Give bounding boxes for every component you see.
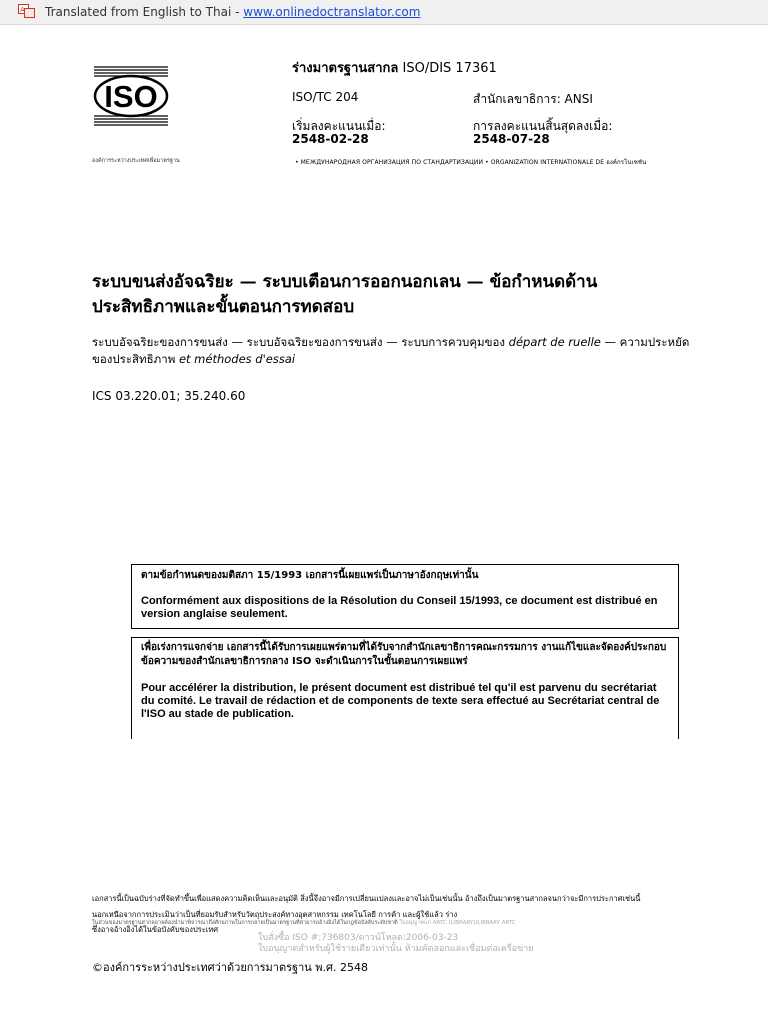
translator-link[interactable]: www.onlinedoctranslator.com bbox=[243, 5, 421, 19]
draft-label: ร่างมาตรฐานสากล bbox=[292, 61, 399, 76]
draft-standard-title bbox=[292, 57, 497, 78]
ics-codes: ICS 03.220.01; 35.240.60 bbox=[92, 389, 246, 403]
iso-logo bbox=[92, 64, 170, 132]
title-line-2: ประสิทธิภาพและขั้นตอนการทดสอบ bbox=[92, 297, 355, 317]
org-multilang: • МЕЖДУНАРОДНАЯ ОРГАНИЗАЦИЯ ПО СТАНДАРТИЗАЦИИ • ORGANIZATION INTERNATIONALE DE bbox=[295, 159, 605, 166]
footer-national-regulation: ซึ่งอาจอ้างอิงได้ในข้อบังคับของประเทศ bbox=[92, 925, 219, 934]
translation-text bbox=[45, 5, 420, 19]
title-line-1: ระบบขนส่งอัจฉริยะ — ระบบเตือนการออกนอกเลน — ข้อกำหนดด้าน bbox=[92, 272, 598, 292]
subtitle-part-3: — ความประหยัดของประสิทธิภาพ bbox=[92, 335, 690, 366]
org-multilang-line bbox=[295, 157, 646, 167]
translation-bar bbox=[0, 0, 768, 25]
footer-regulation-text: ในส่วนของมาตรฐานสากลอาจต้องนำมาพิจารณาถึงศักยภาพในการกลายเป็นมาตรฐานที่สามารถอ้างอิงได้ในกฎข้อบังคับระดับชาติ bbox=[92, 920, 398, 926]
translate-icon bbox=[18, 4, 36, 21]
subtitle-italic-2: et méthodes d'essai bbox=[178, 352, 296, 366]
document-subtitle bbox=[92, 334, 692, 368]
subtitle-italic-1: départ de ruelle bbox=[508, 335, 601, 349]
voting-begins-label: เริ่มลงคะแนนเมื่อ: bbox=[292, 119, 386, 133]
org-multilang-end: องค์กรโนเซชัน bbox=[606, 159, 647, 166]
svg-text:A: A bbox=[20, 6, 25, 14]
copyright-notice: ©องค์การระหว่างประเทศว่าด้วยการมาตรฐาน พ.ศ. 2548 bbox=[92, 961, 368, 974]
document-title bbox=[92, 270, 682, 320]
notice-language-thai: ตามข้อกำหนดของมติสภา 15/1993 เอกสารนี้เผยแพร่เป็นภาษาอังกฤษเท่านั้น bbox=[141, 570, 479, 581]
notice-distribution-french: Pour accélérer la distribution, le présent document est distribué tel qu'il est parvenu du secrétariat du comité. Le travail de rédaction et de components de texte sera effectué au Secrétariat central de l'ISO au stade de publication. bbox=[141, 682, 660, 720]
footer-license-watermark: ใบอนุญาตแก่ ARTC (LIBRARY)/LIBRARY ARTC bbox=[399, 920, 516, 926]
committee: ISO/TC 204 bbox=[292, 90, 359, 104]
notice-language-french: Conformément aux dispositions de la Résolution du Conseil 15/1993, ce document est distribué en version anglaise seulement. bbox=[141, 595, 658, 620]
subtitle-part-1: ระบบอัจฉริยะของการขนส่ง — ระบบอัจฉริยะของการขนส่ง — ระบบการควบคุมของ bbox=[92, 335, 509, 349]
org-name-thai-small: องค์การระหว่างประเทศเพื่อมาตรฐาน bbox=[92, 158, 180, 164]
voting-ends-date: 2548-07-28 bbox=[473, 132, 550, 146]
watermark-license: ใบอนุญาตสำหรับผู้ใช้รายเดียวเท่านั้น ห้ามคัดลอกและเชื่อมต่อเครือข่าย bbox=[258, 944, 534, 954]
notice-distribution bbox=[131, 637, 679, 739]
draft-number: ISO/DIS 17361 bbox=[402, 61, 497, 76]
notice-language bbox=[131, 564, 679, 629]
iso-logo-text: ISO bbox=[104, 79, 158, 114]
secretariat: สำนักเลขาธิการ: ANSI bbox=[473, 92, 593, 106]
notice-distribution-thai: เพื่อเร่งการแจกจ่าย เอกสารนี้ได้รับการเผยแพร่ตามที่ได้รับจากสำนักเลขาธิการคณะกรรมการ งานแก้ไขและจัดองค์ประกอบข้อความของสำนักเลขาธิการกลาง ISO จะดำเนินการในขั้นตอนการเผยแพร่ bbox=[141, 642, 667, 667]
voting-begins-date: 2548-02-28 bbox=[292, 132, 369, 146]
voting-ends-label: การลงคะแนนสิ้นสุดลงเมื่อ: bbox=[473, 119, 613, 133]
footer-evaluation-notice: นอกเหนือจากการประเมินว่าเป็นที่ยอมรับสำหรับวัตถุประสงค์ทางอุตสาหกรรม เทคโนโลยี การค้า และผู้ใช้แล้ว ร่าง bbox=[92, 910, 458, 919]
watermark-order: ใบสั่งซื้อ ISO #:736803/ดาวน์โหลด:2006-03-23 bbox=[258, 933, 459, 943]
footer-draft-notice: เอกสารนี้เป็นฉบับร่างที่จัดทำขึ้นเพื่อแสดงความคิดเห็นและอนุมัติ สิ่งนี้จึงอาจมีการเปลี่ยนแปลงและอาจไม่เป็นเช่นนั้น อ้างถึงเป็นมาตรฐานสากลจนกว่าจะมีการประกาศเช่นนี้ bbox=[92, 894, 641, 903]
translation-prefix: Translated from English to Thai - bbox=[45, 5, 244, 19]
